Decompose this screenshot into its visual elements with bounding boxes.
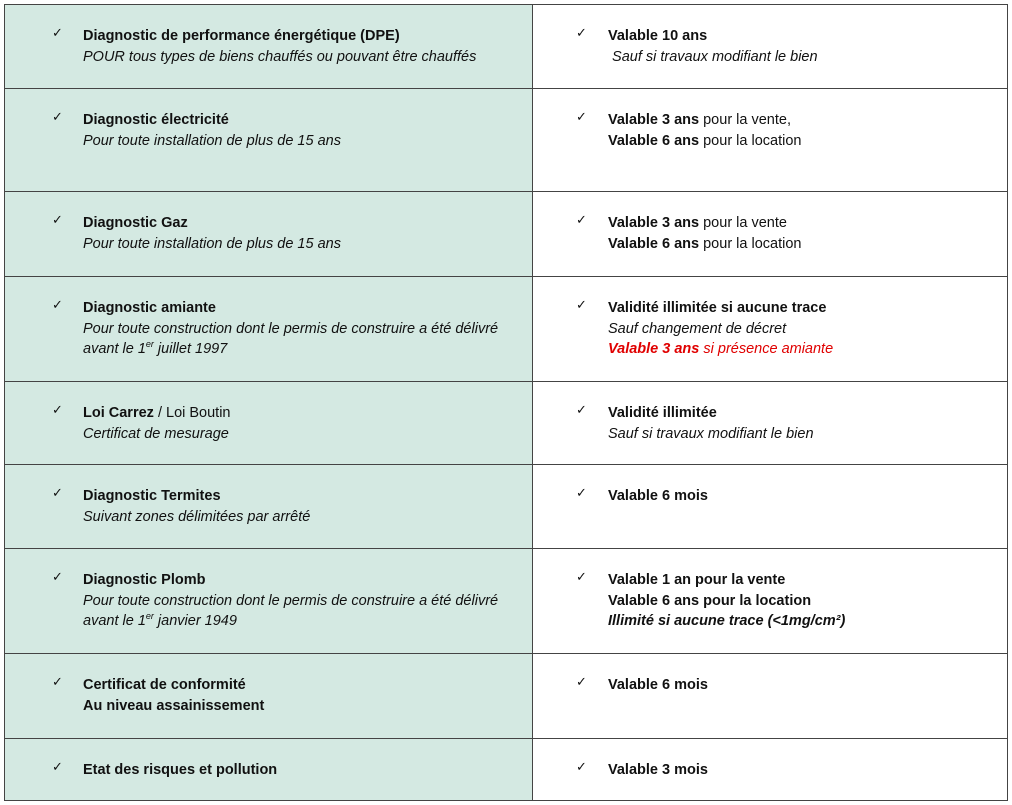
check-icon: ✓ (52, 486, 63, 501)
validity-context: pour la location (699, 235, 802, 252)
validity-context: pour la location (699, 132, 802, 149)
validity-duration: Valable 3 ans (608, 341, 700, 357)
validity-cell (533, 192, 1008, 277)
validity-line: Valable 3 mois (608, 762, 708, 778)
check-icon: ✓ (52, 675, 63, 690)
diagnostic-title: Certificat de conformité (83, 677, 246, 693)
validity-duration: Valable 3 ans (608, 112, 700, 128)
diagnostic-cell (5, 277, 533, 382)
diagnostic-title: Diagnostic Termites (83, 488, 221, 504)
title-primary: Loi Carrez (83, 405, 154, 421)
validity-line (608, 131, 1007, 152)
validity-duration: Valable 6 ans (608, 235, 700, 252)
table-row (5, 654, 1008, 739)
validity-note: Sauf si travaux modifiant le bien (608, 48, 818, 65)
table-row (5, 382, 1008, 465)
validity-note: Sauf si travaux modifiant le bien (608, 425, 814, 442)
validity-line: Valable 10 ans (608, 28, 708, 44)
diagnostic-subtitle: Pour toute construction dont le permis de construire a été délivré (83, 592, 499, 609)
check-icon: ✓ (52, 298, 63, 313)
diagnostic-cell (5, 382, 533, 465)
diagnostic-title (83, 403, 532, 424)
diagnostic-cell (5, 739, 533, 801)
table-row (5, 89, 1008, 192)
table-row (5, 549, 1008, 654)
validity-cell (533, 465, 1008, 549)
validity-cell (533, 5, 1008, 89)
check-icon: ✓ (576, 760, 587, 775)
validity-duration: Valable 6 ans (608, 132, 700, 149)
validity-warning (608, 339, 1007, 360)
check-icon: ✓ (576, 675, 587, 690)
check-icon: ✓ (576, 213, 587, 228)
validity-context: pour la vente (699, 215, 787, 231)
date-prefix: avant le 1 (83, 341, 146, 357)
validity-cell (533, 654, 1008, 739)
check-icon: ✓ (52, 213, 63, 228)
diagnostic-cell (5, 89, 533, 192)
diagnostic-title: Diagnostic Plomb (83, 572, 206, 588)
validity-context: si présence amiante (699, 341, 834, 357)
diagnostic-subtitle: Pour toute installation de plus de 15 ans (83, 235, 341, 252)
validity-line: Valable 1 an pour la vente (608, 572, 786, 588)
validity-note: Sauf changement de décret (608, 320, 787, 337)
diagnostic-title: Diagnostic amiante (83, 300, 216, 316)
validity-cell (533, 89, 1008, 192)
table-row (5, 465, 1008, 549)
date-suffix: janvier 1949 (153, 613, 237, 629)
ordinal-suffix: er (145, 339, 154, 350)
diagnostic-subtitle-date (83, 339, 532, 360)
validity-line: Valable 6 ans pour la location (608, 592, 812, 609)
table-row (5, 277, 1008, 382)
check-icon: ✓ (576, 486, 587, 501)
validity-note: Illimité si aucune trace (<1mg/cm²) (608, 613, 846, 629)
check-icon: ✓ (576, 26, 587, 41)
check-icon: ✓ (576, 110, 587, 125)
date-prefix: avant le 1 (83, 613, 146, 629)
diagnostic-subtitle: POUR tous types de biens chauffés ou pouvant être chauffés (83, 48, 477, 65)
check-icon: ✓ (52, 403, 63, 418)
check-icon: ✓ (576, 298, 587, 313)
diagnostic-cell (5, 465, 533, 549)
ordinal-suffix: er (145, 611, 154, 622)
diagnostic-cell (5, 192, 533, 277)
validity-cell (533, 739, 1008, 801)
validity-line: Validité illimitée (608, 405, 717, 421)
diagnostics-table (4, 4, 1008, 801)
diagnostic-subtitle: Pour toute construction dont le permis de construire a été délivré (83, 320, 499, 337)
check-icon: ✓ (52, 26, 63, 41)
validity-cell (533, 277, 1008, 382)
check-icon: ✓ (576, 570, 587, 585)
diagnostic-subtitle: Suivant zones délimitées par arrêté (83, 508, 311, 525)
diagnostic-cell (5, 5, 533, 89)
diagnostic-subtitle: Pour toute installation de plus de 15 ans (83, 132, 341, 149)
date-suffix: juillet 1997 (153, 341, 228, 357)
table-row (5, 192, 1008, 277)
diagnostic-title: Diagnostic de performance énergétique (DPE) (83, 28, 400, 44)
table-row (5, 739, 1008, 801)
diagnostic-title: Diagnostic électricité (83, 112, 229, 128)
validity-line (608, 110, 1007, 131)
diagnostic-subtitle: Certificat de mesurage (83, 425, 229, 442)
check-icon: ✓ (52, 110, 63, 125)
check-icon: ✓ (576, 403, 587, 418)
check-icon: ✓ (52, 570, 63, 585)
validity-line: Valable 6 mois (608, 488, 708, 504)
diagnostic-subtitle: Au niveau assainissement (83, 697, 265, 714)
validity-line (608, 213, 1007, 234)
diagnostic-cell (5, 654, 533, 739)
diagnostic-subtitle-date (83, 611, 532, 632)
validity-line (608, 234, 1007, 255)
check-icon: ✓ (52, 760, 63, 775)
validity-context: pour la vente, (699, 112, 791, 128)
validity-line: Valable 6 mois (608, 677, 708, 693)
title-secondary: / Loi Boutin (153, 405, 231, 421)
validity-duration: Valable 3 ans (608, 215, 700, 231)
diagnostic-title: Diagnostic Gaz (83, 215, 188, 231)
table-row (5, 5, 1008, 89)
validity-cell (533, 382, 1008, 465)
diagnostic-title: Etat des risques et pollution (83, 762, 278, 778)
validity-line: Validité illimitée si aucune trace (608, 300, 827, 316)
validity-cell (533, 549, 1008, 654)
diagnostic-cell (5, 549, 533, 654)
